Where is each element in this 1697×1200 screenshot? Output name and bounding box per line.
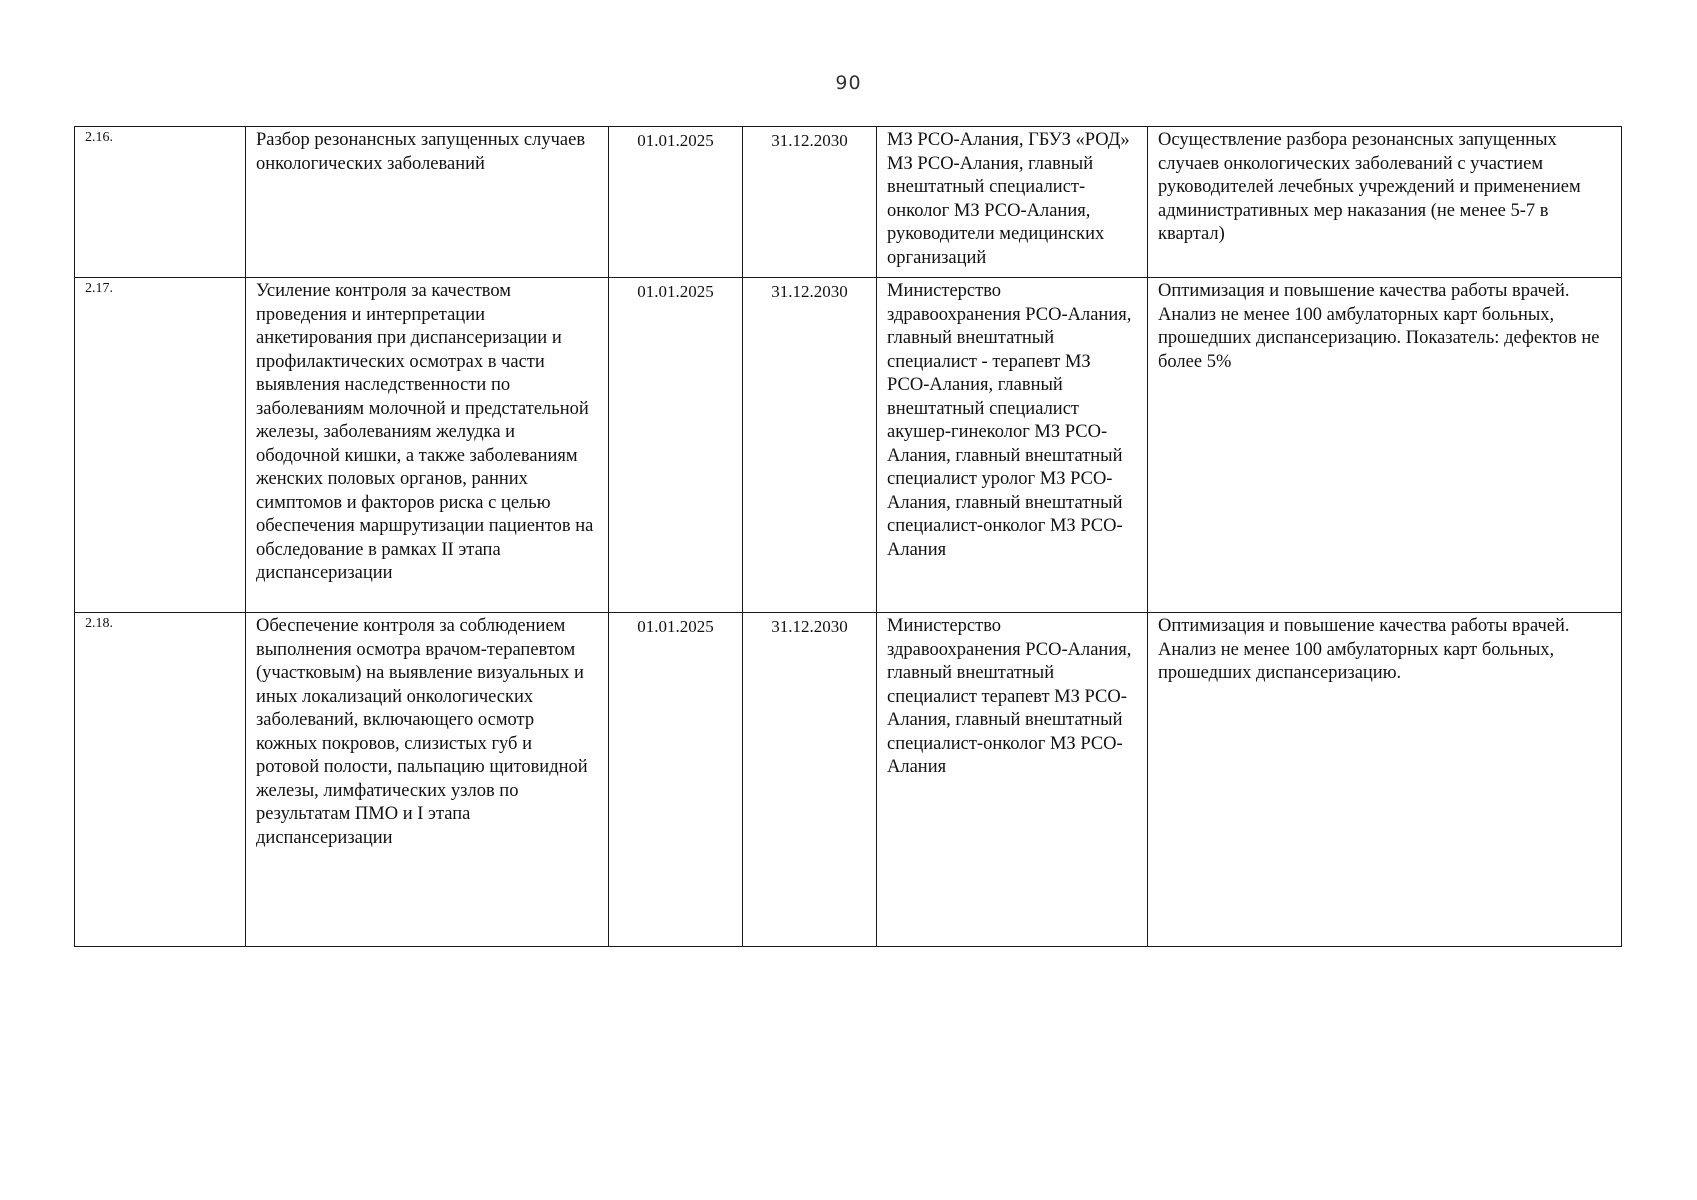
measure-description: Обеспечение контроля за соблюдением выполнения осмотра врачом-терапевтом (участковым) на выявление визуальных и иных локализаций онкологических заболеваний, включающего осмотр кожных покровов, слизистых губ и ротовой полости, пальпацию щитовидной железы, лимфатических узлов по результатам ПМО и I этапа диспансеризации <box>246 613 609 947</box>
measures-table <box>74 126 1622 947</box>
end-date: 31.12.2030 <box>743 613 877 947</box>
responsible-executors: Министерство здравоохранения РСО-Алания, главный внештатный специалист терапевт МЗ РСО-Алания, главный внештатный специалист-онколог МЗ РСО-Алания <box>877 613 1148 947</box>
responsible-executors: Министерство здравоохранения РСО-Алания, главный внештатный специалист - терапевт МЗ РСО-Алания, главный внештатный специалист акушер-гинеколог МЗ РСО-Алания, главный внештатный специалист уролог МЗ РСО-Алания, главный внештатный специалист-онколог МЗ РСО-Алания <box>877 278 1148 613</box>
expected-result: Оптимизация и повышение качества работы врачей. Анализ не менее 100 амбулаторных карт больных, прошедших диспансеризацию. Показатель: дефектов не более 5% <box>1148 278 1622 613</box>
expected-result: Оптимизация и повышение качества работы врачей. Анализ не менее 100 амбулаторных карт больных, прошедших диспансеризацию. <box>1148 613 1622 947</box>
item-number: 2.16. <box>75 127 246 278</box>
end-date: 31.12.2030 <box>743 278 877 613</box>
table-row <box>75 613 1622 947</box>
start-date: 01.01.2025 <box>609 127 743 278</box>
start-date: 01.01.2025 <box>609 278 743 613</box>
item-number: 2.18. <box>75 613 246 947</box>
table-row <box>75 278 1622 613</box>
responsible-executors: МЗ РСО-Алания, ГБУЗ «РОД» МЗ РСО-Алания, главный внештатный специалист-онколог МЗ РСО-Алания, руководители медицинских организаций <box>877 127 1148 278</box>
table-row <box>75 127 1622 278</box>
item-number: 2.17. <box>75 278 246 613</box>
start-date: 01.01.2025 <box>609 613 743 947</box>
end-date: 31.12.2030 <box>743 127 877 278</box>
expected-result: Осуществление разбора резонансных запущенных случаев онкологических заболеваний с участием руководителей лечебных учреждений и применением административных мер наказания (не менее 5-7 в квартал) <box>1148 127 1622 278</box>
measure-description: Усиление контроля за качеством проведения и интерпретации анкетирования при диспансеризации и профилактических осмотрах в части выявления наследственности по заболеваниям молочной и предстательной железы, заболеваниям желудка и ободочной кишки, а также заболеваниям женских половых органов, ранних симптомов и факторов риска с целью обеспечения маршрутизации пациентов на обследование в рамках II этапа диспансеризации <box>246 278 609 613</box>
page-number: 90 <box>835 72 862 94</box>
measure-description: Разбор резонансных запущенных случаев онкологических заболеваний <box>246 127 609 278</box>
